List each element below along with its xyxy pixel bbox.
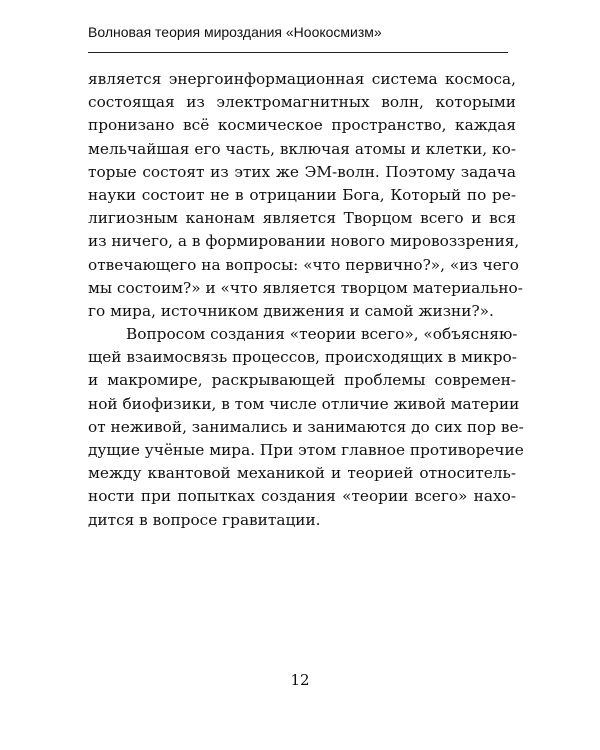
text-line: лигиозным канонам является Творцом всего и вся xyxy=(88,209,516,228)
text-line: торые состоят из этих же ЭМ-волн. Поэтому задача xyxy=(88,162,516,181)
page-number: 12 xyxy=(290,671,310,689)
text-line: ности при попытках создания «теории всего» нахо- xyxy=(88,487,516,506)
text-line: дится в вопросе гравитации. xyxy=(88,510,321,529)
header-rule xyxy=(88,52,508,53)
text-line: Вопросом создания «теории всего», «объясняю- xyxy=(126,325,518,344)
paragraph-1 xyxy=(88,68,523,323)
text-line: состоящая из электромагнитных волн, которыми xyxy=(88,93,516,112)
paragraph-2 xyxy=(88,323,524,532)
text-line: мельчайшая его часть, включая атомы и клетки, ко- xyxy=(88,139,516,158)
text-line: науки состоит не в отрицании Бога, Который по ре- xyxy=(88,185,516,204)
text-line: дущие учёные мира. При этом главное противоречие xyxy=(88,441,524,459)
running-header: Волновая теория мироздания «Ноокосмизм» xyxy=(88,24,382,40)
page-body xyxy=(88,68,524,532)
text-line: отвечающего на вопросы: «что первично?», «из чего xyxy=(88,255,520,274)
text-line: мы состоим?» и «что является творцом материально- xyxy=(88,278,523,297)
text-line: и макромире, раскрывающей проблемы современ- xyxy=(88,371,516,390)
text-line: ной биофизики, в том числе отличие живой материи xyxy=(88,394,520,413)
text-line: щей взаимосвязь процессов, происходящих в микро- xyxy=(88,348,517,367)
text-line: между квантовой механикой и теорией относитель- xyxy=(88,464,516,483)
text-line: го мира, источником движения и самой жизни?». xyxy=(88,301,494,320)
text-line: пронизано всё космическое пространство, каждая xyxy=(88,116,516,135)
text-line: является энергоинформационная система космоса, xyxy=(88,70,516,88)
text-line: из ничего, а в формировании нового мировоззрения, xyxy=(88,232,520,251)
text-line: от неживой, занимались и занимаются до сих пор ве- xyxy=(88,417,524,436)
